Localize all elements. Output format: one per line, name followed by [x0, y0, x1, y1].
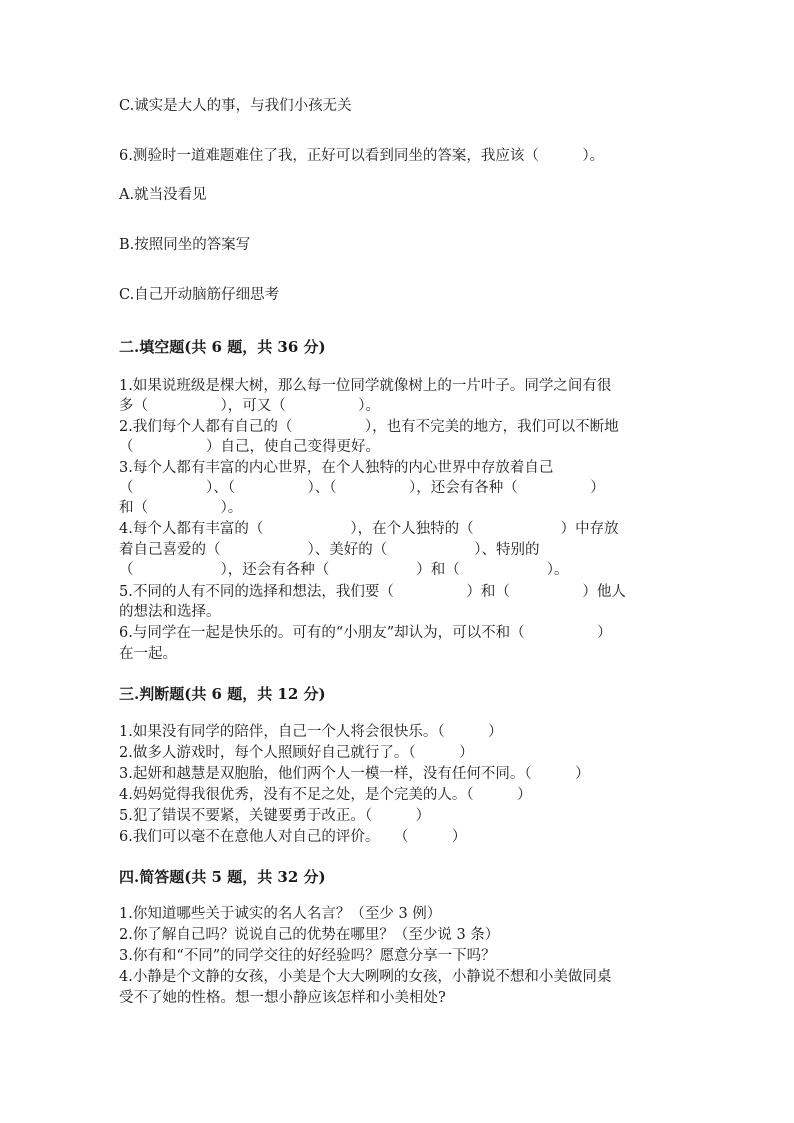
section4-line: 2.你了解自己吗？说说自己的优势在哪里？（至少说 3 条） [119, 927, 500, 943]
section3-title: 三.判断题(共 6 题，共 12 分) [119, 685, 326, 703]
q6-option-b: B.按照同坐的答案写 [119, 237, 251, 253]
section3-line: 3.起妍和越慧是双胞胎，他们两个人一模一样，没有任何不同。（ ） [119, 766, 590, 782]
section2-line: 多（ ），可又（ ）。 [119, 398, 380, 414]
section2-line: 3.每个人都有丰富的内心世界，在个人独特的内心世界中存放着自己 [119, 460, 554, 476]
section4-title: 四.简答题(共 5 题，共 32 分) [119, 868, 326, 886]
section2-title: 二.填空题(共 6 题，共 36 分) [119, 338, 326, 356]
section4-line: 1.你知道哪些关于诚实的名人名言？（至少 3 例） [119, 906, 442, 922]
q5-option-c: C.诚实是大人的事，与我们小孩无关 [119, 98, 352, 114]
section3-line: 4.妈妈觉得我很优秀，没有不足之处，是个完美的人。（ ） [119, 787, 532, 803]
q6-option-c: C.自己开动脑筋仔细思考 [119, 287, 280, 303]
section2-line: 的想法和选择。 [119, 604, 221, 620]
section2-line: 4.每个人都有丰富的（ ），在个人独特的（ ）中存放 [119, 521, 619, 537]
section2-line: 6.与同学在一起是快乐的。可有的“小朋友”却认为，可以不和（ ） [119, 625, 612, 641]
section4-line: 受不了她的性格。想一想小静应该怎样和小美相处? [119, 990, 446, 1006]
section2-line: 2.我们每个人都有自己的（ ），也有不完美的地方，我们可以不断地 [119, 419, 619, 435]
section4-line: 3.你有和“不同”的同学交往的好经验吗？愿意分享一下吗？ [119, 948, 496, 964]
section4-line: 4.小静是个文静的女孩，小美是个大大咧咧的女孩，小静说不想和小美做同桌 [119, 969, 612, 985]
section2-line: 5.不同的人有不同的选择和想法，我们要（ ）和（ ）他人 [119, 584, 626, 600]
section2-line: 1.如果说班级是棵大树，那么每一位同学就像树上的一片叶子。同学之间有很 [119, 378, 612, 394]
section2-line: （ ）、（ ）、（ ），还会有各种（ ） [119, 480, 605, 496]
q6-option-a: A.就当没看见 [119, 187, 207, 203]
section3-line: 2.做多人游戏时，每个人照顾好自己就行了。（ ） [119, 745, 474, 761]
section2-line: 在一起。 [119, 646, 177, 662]
section3-line: 1.如果没有同学的陪伴，自己一个人将会很快乐。（ ） [119, 724, 503, 740]
section3-line: 6.我们可以毫不在意他人对自己的评价。 （ ） [119, 829, 467, 845]
section2-line: 和（ ）。 [119, 500, 243, 516]
section2-line: （ ），还会有各种（ ）和（ ）。 [119, 562, 569, 578]
section2-line: （ ）自己，使自己变得更好。 [119, 439, 380, 455]
section2-line: 着自己喜爱的（ ）、美好的（ ）、特别的 [119, 542, 540, 558]
section3-line: 5.犯了错误不要紧，关键要勇于改正。（ ） [119, 808, 431, 824]
q6-text: 6.测验时一道难题难住了我，正好可以看到同坐的答案，我应该（ ）。 [119, 148, 605, 164]
